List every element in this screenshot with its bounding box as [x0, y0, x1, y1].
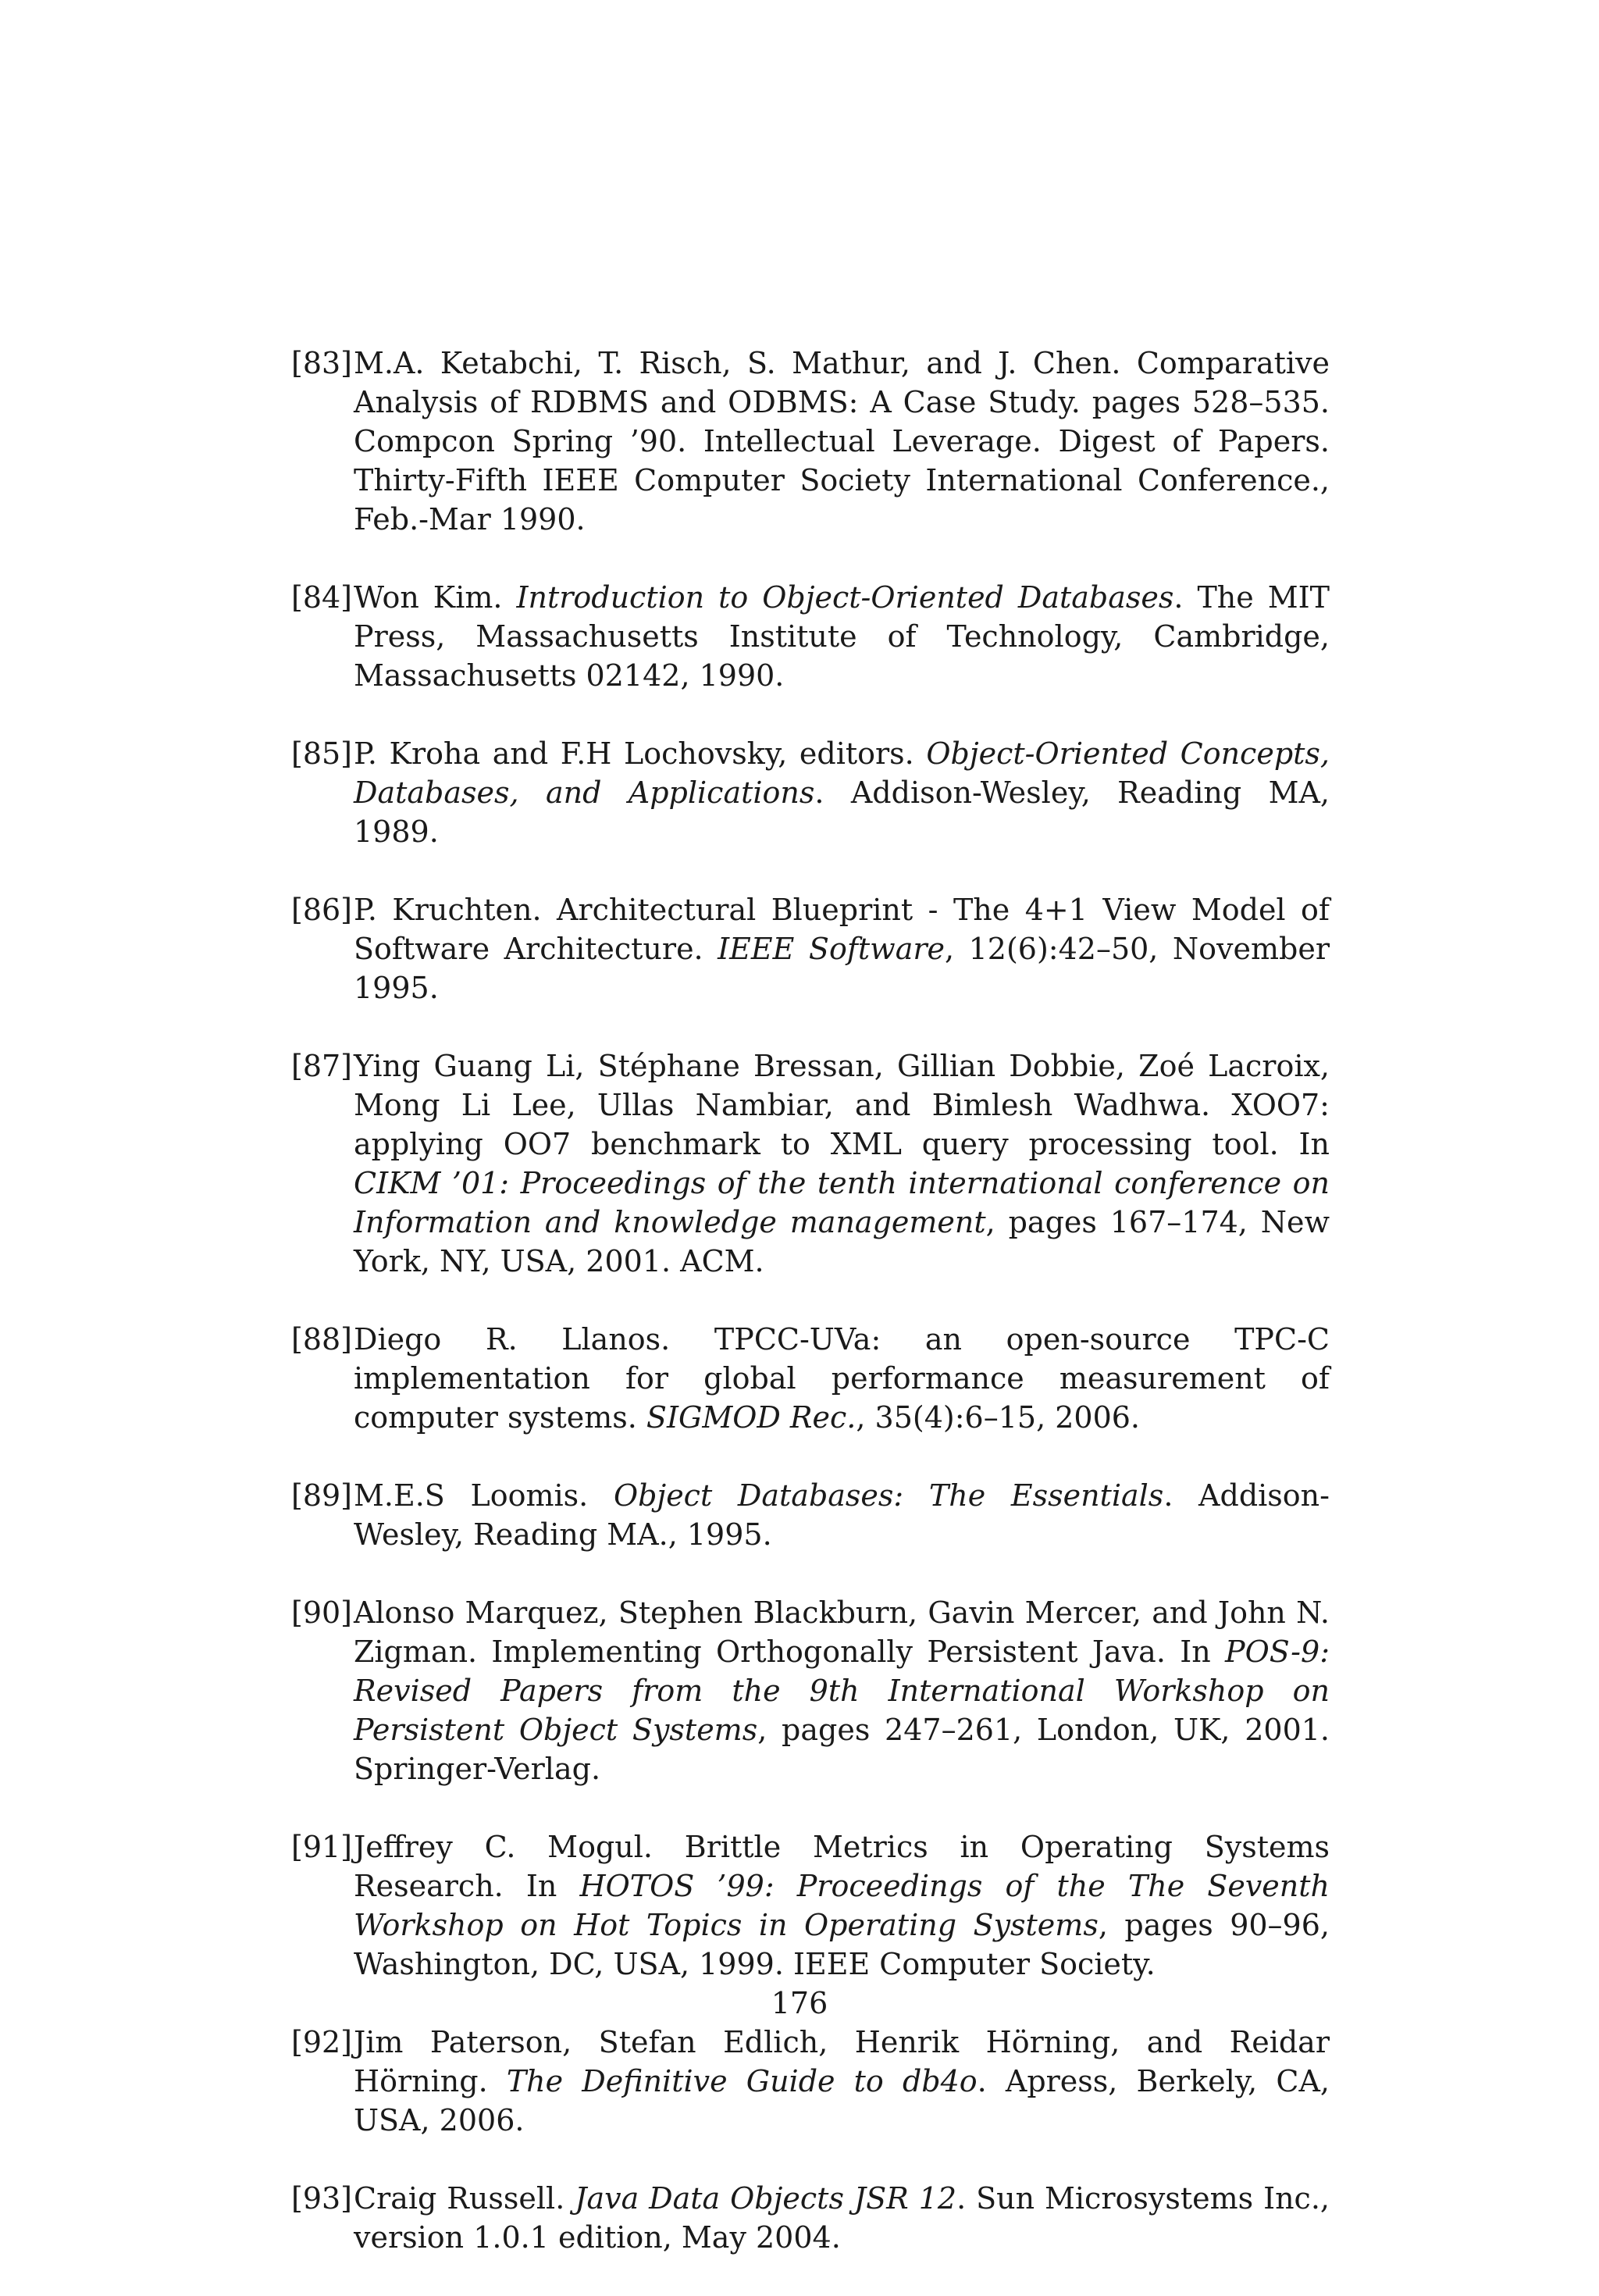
reference-text-segment: Alonso Marquez, Stephen Blackburn, Gavin Mercer, and John N. Zigman. Implementing Orthogonally Persistent Java. In	[354, 1595, 1330, 1669]
page-number: 176	[771, 1986, 828, 2020]
reference-number: [89]	[291, 1478, 353, 1513]
bibliography-entry	[291, 1827, 1330, 1984]
reference-title-italic: POS-9: Revised Papers from the 9th International Workshop on Persistent Object Systems	[354, 1635, 1330, 1747]
reference-text-segment: P. Kroha and F.H Lochovsky, editors.	[354, 736, 927, 771]
reference-text	[354, 1827, 1330, 1984]
reference-number: [84]	[291, 580, 353, 615]
reference-text-segment: Diego R. Llanos. TPCC-UVa: an open-source TPC-C implementation for global performance measurement of computer systems.	[354, 1322, 1330, 1435]
reference-title-italic: IEEE Software	[718, 932, 946, 966]
reference-text	[354, 1046, 1330, 1281]
reference-number: [85]	[291, 736, 353, 771]
reference-title-italic: Object-Oriented Concepts, Databases, and Applications	[354, 736, 1330, 810]
bibliography-entry	[291, 734, 1330, 851]
reference-text-segment: Jim Paterson, Stefan Edlich, Henrik Hörning, and Reidar Hörning.	[354, 2025, 1330, 2098]
bibliography-entry	[291, 1046, 1330, 1281]
reference-text-segment: M.E.S Loomis.	[354, 1478, 614, 1513]
reference-text	[354, 734, 1330, 851]
reference-text-segment: Jeffrey C. Mogul. Brittle Metrics in Operating Systems Research. In	[354, 1830, 1330, 1903]
reference-text	[354, 344, 1330, 539]
bibliography-entry	[291, 890, 1330, 1007]
reference-text	[354, 1320, 1330, 1437]
reference-text-segment: Ying Guang Li, Stéphane Bressan, Gillian Dobbie, Zoé Lacroix, Mong Li Lee, Ullas Nambiar, and Bimlesh Wadhwa. XOO7: applying OO7 benchmark to XML query processing tool. In	[354, 1049, 1330, 1161]
bibliography-entry	[291, 1476, 1330, 1554]
reference-title-italic: HOTOS ’99: Proceedings of the The Seventh Workshop on Hot Topics in Operating Systems	[354, 1869, 1330, 1942]
reference-text-segment: P. Kruchten. Architectural Blueprint - The 4+1 View Model of Software Architecture.	[354, 893, 1330, 966]
reference-number: [88]	[291, 1322, 353, 1357]
reference-title-italic: SIGMOD Rec.	[646, 1400, 856, 1435]
reference-text	[354, 890, 1330, 1007]
reference-title-italic: Java Data Objects JSR 12	[575, 2181, 957, 2216]
reference-text-segment: Won Kim.	[354, 580, 517, 615]
reference-text-segment: . Apress, Berkely, CA, USA, 2006.	[354, 2064, 1330, 2137]
reference-text-segment: . Addison-Wesley, Reading MA, 1989.	[354, 775, 1330, 849]
bibliography-entry	[291, 1320, 1330, 1437]
reference-number: [86]	[291, 893, 353, 927]
bibliography-entry	[291, 1593, 1330, 1788]
reference-title-italic: CIKM ’01: Proceedings of the tenth international conference on Information and knowledge management	[354, 1166, 1330, 1239]
reference-text-segment: , pages 167–174, New York, NY, USA, 2001. ACM.	[354, 1205, 1330, 1278]
reference-number: [93]	[291, 2181, 353, 2216]
reference-text-segment: Craig Russell.	[354, 2181, 575, 2216]
reference-number: [92]	[291, 2025, 353, 2059]
reference-text	[354, 578, 1330, 695]
reference-text-segment: , pages 90–96, Washington, DC, USA, 1999. IEEE Computer Society.	[354, 1908, 1330, 1981]
bibliography-entry	[291, 2179, 1330, 2257]
reference-text	[354, 2023, 1330, 2140]
reference-text-segment: . The MIT Press, Massachusetts Institute of Technology, Cambridge, Massachusetts 02142, 1990.	[354, 580, 1330, 693]
reference-title-italic: Object Databases: The Essentials	[613, 1478, 1164, 1513]
reference-title-italic: Introduction to Object-Oriented Databases	[516, 580, 1174, 615]
reference-text	[354, 1476, 1330, 1554]
reference-number: [87]	[291, 1049, 353, 1083]
reference-text-segment: , pages 247–261, London, UK, 2001. Springer-Verlag.	[354, 1713, 1330, 1786]
reference-title-italic: The Definitive Guide to db4o	[506, 2064, 978, 2098]
reference-text-segment: M.A. Ketabchi, T. Risch, S. Mathur, and J. Chen. Comparative Analysis of RDBMS and ODBMS: A Case Study. pages 528–535. Compcon Spring ’90. Intellectual Leverage. Digest of Papers. Thirty-Fifth IEEE Computer Society International Conference., Feb.-Mar 1990.	[354, 346, 1330, 537]
reference-text-segment: , 35(4):6–15, 2006.	[856, 1400, 1141, 1435]
bibliography-entry	[291, 578, 1330, 695]
reference-number: [91]	[291, 1830, 353, 1864]
reference-text-segment: , 12(6):42–50, November 1995.	[354, 932, 1330, 1005]
reference-text	[354, 2179, 1330, 2257]
reference-text-segment: . Addison-Wesley, Reading MA., 1995.	[354, 1478, 1330, 1552]
bibliography-entry	[291, 2023, 1330, 2140]
reference-number: [90]	[291, 1595, 353, 1630]
reference-number: [83]	[291, 346, 353, 380]
bibliography-entry	[291, 344, 1330, 539]
reference-text	[354, 1593, 1330, 1788]
reference-text-segment: . Sun Microsystems Inc., version 1.0.1 edition, May 2004.	[354, 2181, 1330, 2255]
